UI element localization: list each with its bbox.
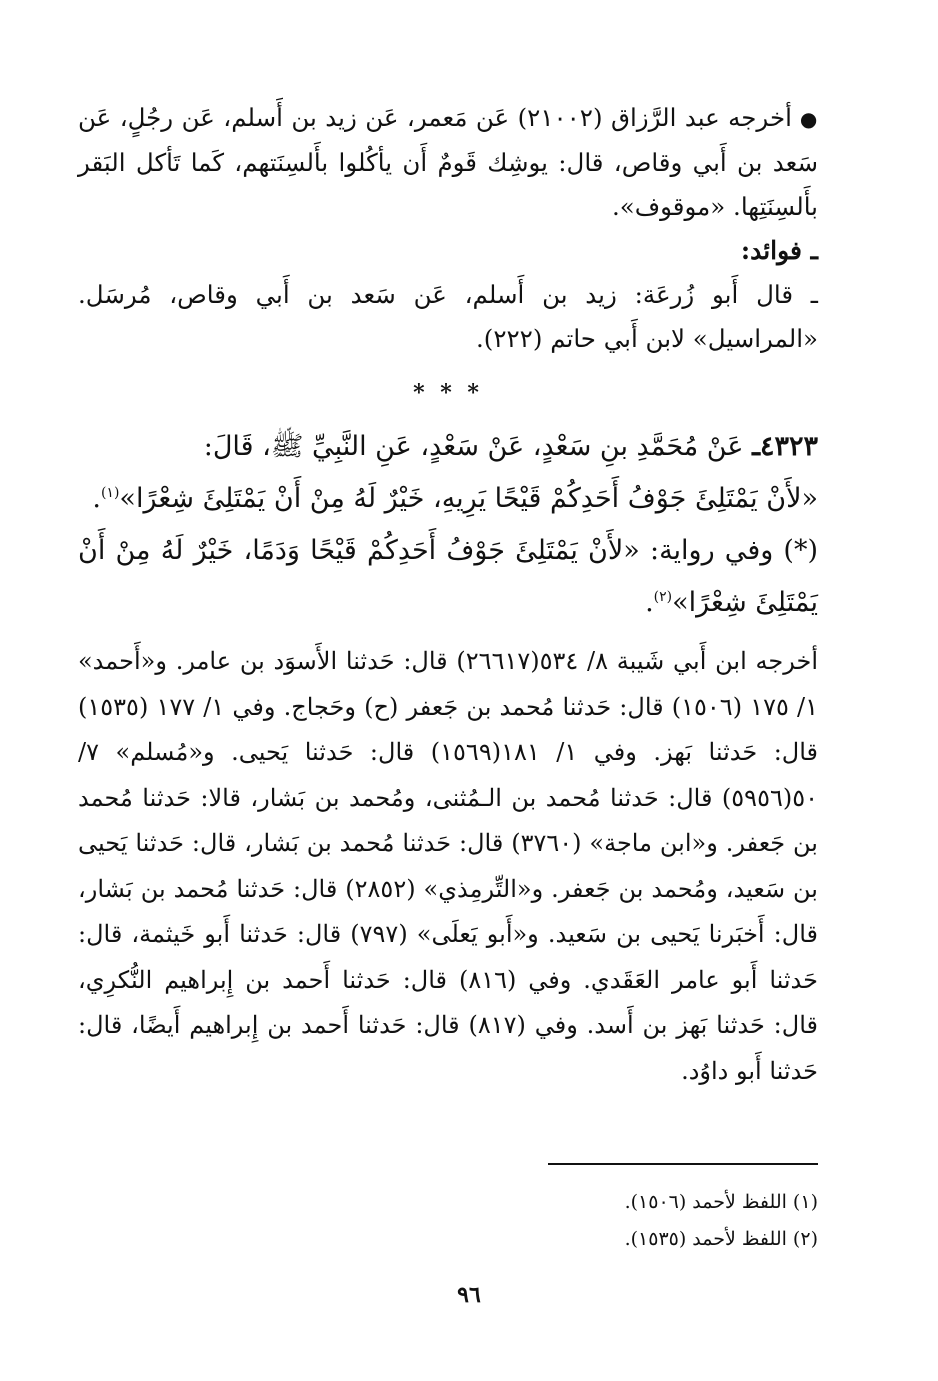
section-separator-stars: * * * (413, 380, 483, 406)
hadith-isnad-line (78, 421, 818, 473)
intro-paragraph (78, 96, 818, 229)
footnote-ref-1: (١) (100, 485, 120, 501)
takhrij-paragraph: أخرجه ابن أَبي شَيبة ٨/ ٥٣٤(٢٦٦١٧) قال: حَدثنا الأَسوَد بن عامر. و«أَحمد» ١/ ١٧٥ (١٥٠٦) قال: حَدثنا مُحمد بن جَعفر (ح) وحَجاج. وفي ١/ ١٧٧ (١٥٣٥) قال: حَدثنا بَهز. وفي ١/ ١٨١(١٥٦٩) قال: حَدثنا يَحيى. و«مُسلم» ٧/ ٥٠(٥٩٥٦) قال: حَدثنا مُحمد بن الـمُثنى، ومُحمد بن بَشار، قالا: حَدثنا مُحمد بن جَعفر. و«ابن ماجة» (٣٧٦٠) قال: حَدثنا مُحمد بن بَشار، قال: حَدثنا يَحيى بن سَعيد، ومُحمد بن جَعفر. و«التِّرمِذي» (٢٨٥٢) قال: حَدثنا مُحمد بن بَشار، قال: أَخبَرنا يَحيى بن سَعيد. و«أَبو يَعلَى» (٧٩٧) قال: حَدثنا أَبو خَيثمة، قال: حَدثنا أَبو عامر العَقَدي. وفي (٨١٦) قال: حَدثنا أَحمد بن إِبراهيم النُّكرِي، قال: حَدثنا بَهز بن أَسد. وفي (٨١٧) قال: حَدثنا أَحمد بن إِبراهيم أَيضًا، قال: حَدثنا أَبو داوُد. (78, 647, 819, 1085)
fawaid-heading: ـ فوائد: (740, 236, 818, 265)
footnote-ref-2: (٢) (653, 589, 673, 605)
hadith-matn: «لأَنْ يَمْتَلِئَ جَوْفُ أَحَدِكُمْ قَيْحًا يَرِيهِ، خَيْرٌ لَهُ مِنْ أَنْ يَمْتَلِئَ شِعْرًا» (119, 483, 818, 514)
page-number: ٩٦ (457, 1282, 481, 1308)
hadith-riwaya: (*) وفي رواية: «لأَنْ يَمْتَلِئَ جَوْفُ أَحَدِكُمْ قَيْحًا وَدَمًا، خَيْرٌ لَهُ مِنْ أَنْ يَمْتَلِئَ شِعْرًا» (78, 535, 818, 618)
hadith-matn-line: «لأَنْ يَمْتَلِئَ جَوْفُ أَحَدِكُمْ قَيْحًا يَرِيهِ، خَيْرٌ لَهُ مِنْ أَنْ يَمْتَلِئَ شِعْرًا»$^{(١)}$. (92, 483, 818, 514)
bullet-icon: ● (799, 107, 819, 131)
hadith-isnad: عَنْ مُحَمَّدِ بنِ سَعْدٍ، عَنْ سَعْدٍ، عَنِ النَّبِيِّ ﷺ، قَالَ: (203, 431, 744, 462)
footnote-1: (١) اللفظ لأحمد (١٥٠٦). (624, 1191, 818, 1213)
intro-text: أخرجه عبد الرَّزاق (٢١٠٠٢) عَن مَعمر، عَن زيد بن أَسلم، عَن رجُلٍ، عَن سَعد بن أَبي وقاص، قال: يوشِك قَومٌ أَن يأكُلوا بأَلسِنَتهم، كَما تَأكل البَقر بأَلسِنَتِها. «موقوف». (78, 103, 818, 221)
hadith-riwaya-line: (*) وفي رواية: «لأَنْ يَمْتَلِئَ جَوْفُ أَحَدِكُمْ قَيْحًا وَدَمًا، خَيْرٌ لَهُ مِنْ أَنْ يَمْتَلِئَ شِعْرًا»$^{(٢)}$. (78, 535, 818, 618)
footnotes (78, 1184, 818, 1258)
footnote-2: (٢) اللفظ لأحمد (١٥٣٥). (624, 1228, 818, 1250)
footnote-separator (548, 1163, 818, 1165)
fawaid-text: ـ قال أَبو زُرعَة: زيد بن أَسلم، عَن سَعد بن أَبي وقاص، مُرسَل. «المراسيل» لابن أَبي حاتم (٢٢٢). (78, 280, 818, 353)
hadith-number: ٤٣٢٣ـ (752, 431, 818, 462)
page-body (78, 96, 818, 1094)
